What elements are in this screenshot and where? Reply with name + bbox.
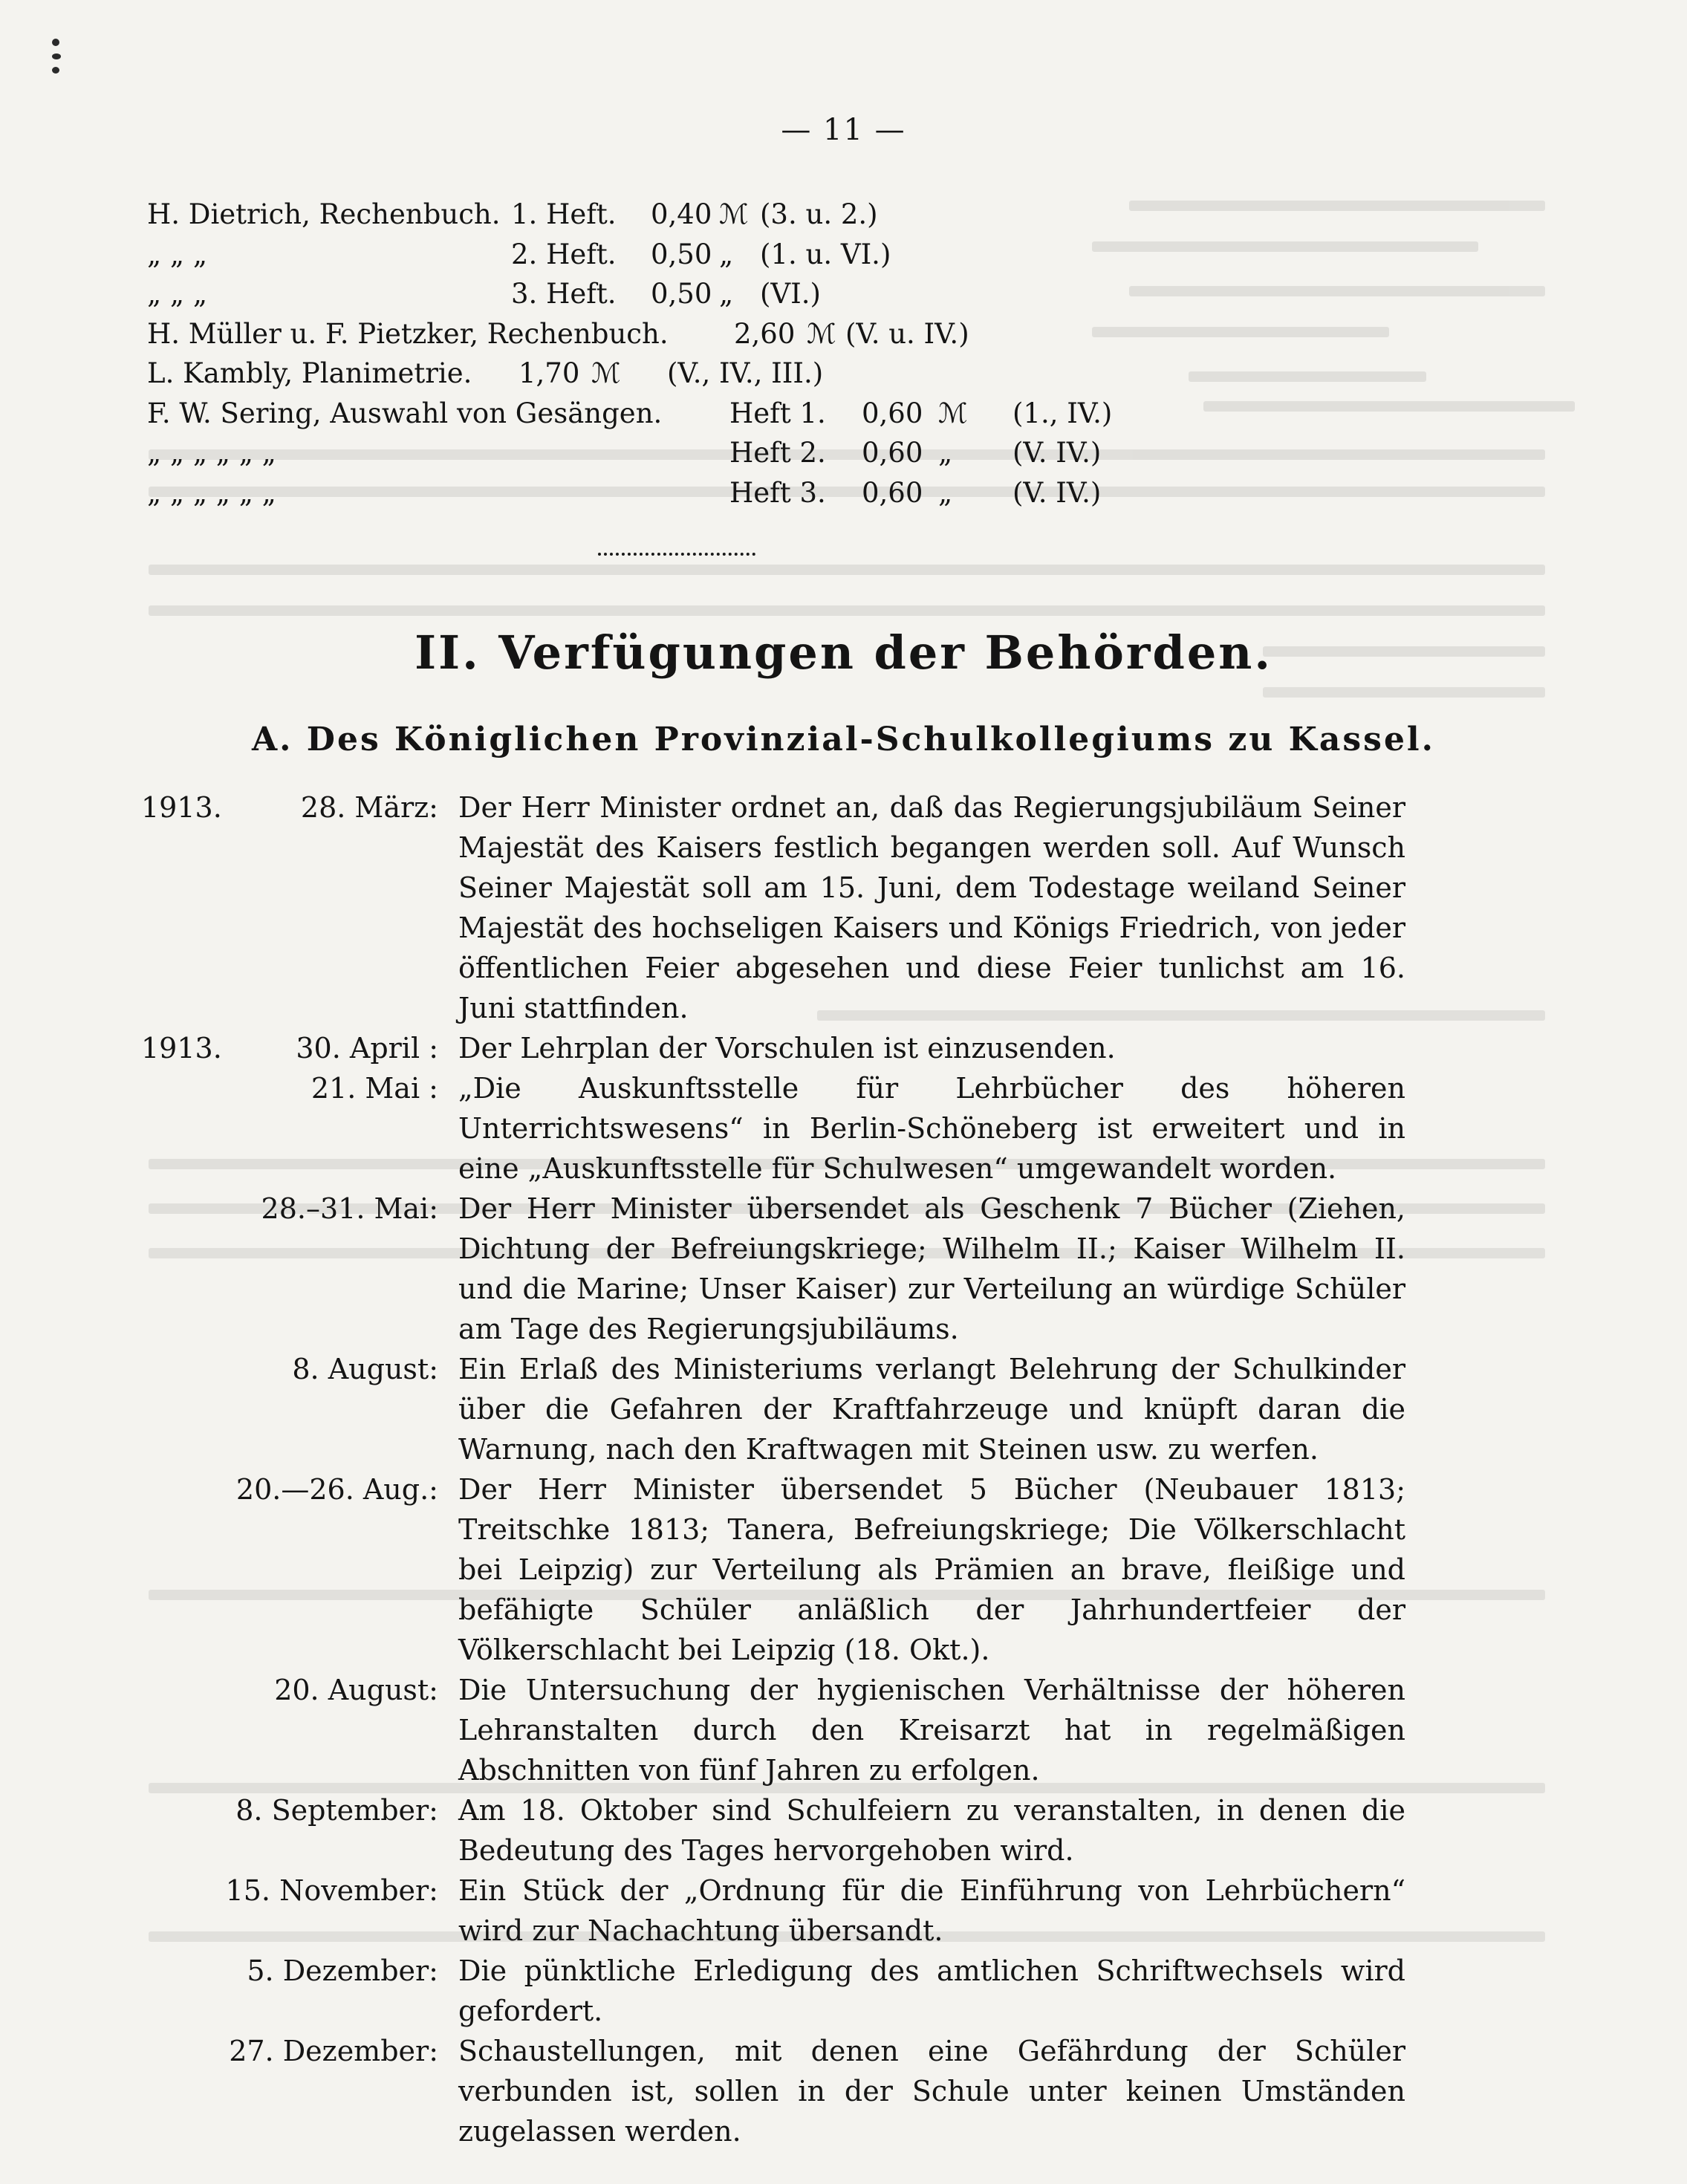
textbook-part: 2. Heft. bbox=[511, 238, 617, 270]
currency-mark: „ bbox=[938, 476, 953, 509]
textbook-price: 0,50 bbox=[651, 238, 712, 270]
decree-date bbox=[141, 1790, 438, 1830]
textbook-row bbox=[147, 314, 1425, 354]
decree-day: 20.—26. Aug.: bbox=[235, 1473, 438, 1506]
decree-text: Am 18. Oktober sind Schulfeiern zu veranstalten, in denen die Bedeutung des Tages hervorgehoben wird. bbox=[458, 1794, 1405, 1867]
decree-day: 20. August: bbox=[274, 1674, 438, 1706]
decree-text: Die pünktliche Erledigung des amtlichen Schriftwechsels wird gefordert. bbox=[458, 1954, 1405, 2027]
textbook-price: 0,60 bbox=[862, 397, 923, 429]
decree-text: Der Herr Minister übersendet als Geschenk 7 Bücher (Ziehen, Dichtung der Befreiungskriege; Wilhelm II.; Kaiser Wilhelm II. und die Marine; Unser Kaiser) zur Verteilung an würdige Schüler am Tage des Regierungsjubiläums. bbox=[458, 1192, 1405, 1345]
decree-entry bbox=[0, 1951, 1687, 2031]
textbook-part: 3. Heft. bbox=[511, 278, 617, 310]
currency-mark: ℳ bbox=[938, 397, 968, 429]
textbook-name: „ „ „ „ „ „ bbox=[147, 476, 276, 509]
textbook-name: „ „ „ bbox=[147, 238, 208, 270]
section-subheading: A. Des Königlichen Provinzial-Schulkollegiums zu Kassel. bbox=[252, 721, 1435, 758]
decree-day: 28. März: bbox=[300, 791, 438, 824]
textbook-row bbox=[147, 195, 1425, 235]
decree-day: 8. September: bbox=[235, 1794, 438, 1827]
dotted-separator bbox=[598, 553, 755, 556]
decree-entry bbox=[0, 1349, 1687, 1469]
currency-mark: ℳ bbox=[719, 198, 749, 230]
textbook-classes: (1., IV.) bbox=[1012, 397, 1113, 429]
scan-smudge bbox=[52, 39, 62, 86]
textbook-row bbox=[147, 354, 1425, 394]
textbook-row bbox=[147, 394, 1425, 434]
textbook-part: Heft 3. bbox=[729, 476, 826, 509]
decree-day: 30. April : bbox=[296, 1032, 438, 1065]
decree-day: 5. Dezember: bbox=[247, 1954, 438, 1987]
textbook-name: L. Kambly, Planimetrie. bbox=[147, 357, 472, 389]
decree-day: 28.–31. Mai: bbox=[261, 1192, 438, 1225]
textbook-classes: (V., IV., III.) bbox=[667, 357, 824, 389]
textbook-name: „ „ „ bbox=[147, 278, 208, 310]
textbook-name: F. W. Sering, Auswahl von Gesängen. bbox=[147, 397, 663, 429]
textbook-classes: (V. IV.) bbox=[1012, 437, 1102, 469]
textbook-classes: (V. IV.) bbox=[1012, 476, 1102, 509]
textbook-classes: (1. u. VI.) bbox=[760, 238, 891, 270]
decree-text: Der Herr Minister übersendet 5 Bücher (Neubauer 1813; Treitschke 1813; Tanera, Befreiungskriege; Die Völkerschlacht bei Leipzig) zur Verteilung als Prämien an brave, fleißige und befähigte Schüler anläßlich der Jahrhundertfeier der Völkerschlacht bei Leipzig (18. Okt.). bbox=[458, 1473, 1405, 1666]
decree-day: 21. Mai : bbox=[311, 1072, 438, 1105]
decree-entry bbox=[0, 1871, 1687, 1951]
decree-year: 1913. bbox=[141, 1032, 222, 1065]
decree-entry bbox=[0, 1068, 1687, 1189]
textbook-price: 0,60 bbox=[862, 476, 923, 509]
decree-date bbox=[141, 1349, 438, 1389]
decree-date bbox=[141, 1951, 438, 1991]
decree-date bbox=[141, 1871, 438, 1911]
currency-mark: „ bbox=[938, 437, 953, 469]
decree-date bbox=[141, 1670, 438, 1710]
decree-date bbox=[141, 787, 438, 828]
decree-entry bbox=[0, 1028, 1687, 1068]
page-number: — 11 — bbox=[781, 113, 906, 147]
textbook-name: H. Müller u. F. Pietzker, Rechenbuch. bbox=[147, 317, 669, 350]
textbook-price: 0,40 bbox=[651, 198, 712, 230]
textbook-price: 0,60 bbox=[862, 437, 923, 469]
currency-mark: „ bbox=[719, 238, 734, 270]
textbook-classes: (3. u. 2.) bbox=[760, 198, 878, 230]
textbook-classes: (VI.) bbox=[760, 278, 821, 310]
decree-date bbox=[141, 1469, 438, 1509]
decree-date bbox=[141, 1189, 438, 1229]
decree-text: Die Untersuchung der hygienischen Verhältnisse der höheren Lehranstalten durch den Kreisarzt hat in regelmäßigen Abschnitten von fünf Jahren zu erfolgen. bbox=[458, 1674, 1405, 1787]
decree-entry bbox=[0, 1790, 1687, 1871]
decree-text: „Die Auskunftsstelle für Lehrbücher des höheren Unterrichtswesens“ in Berlin-Schöneberg ist erweitert und in eine „Auskunftsstelle für Schulwesen“ umgewandelt worden. bbox=[458, 1072, 1405, 1185]
textbook-row bbox=[147, 235, 1425, 275]
textbook-price: 0,50 bbox=[651, 278, 712, 310]
textbook-part: 1. Heft. bbox=[511, 198, 617, 230]
textbook-price: 1,70 bbox=[519, 357, 580, 389]
currency-mark: ℳ bbox=[591, 357, 621, 389]
textbook-name: „ „ „ „ „ „ bbox=[147, 437, 276, 469]
textbook-classes: (V. u. IV.) bbox=[845, 317, 969, 350]
textbook-row bbox=[147, 473, 1425, 513]
decree-day: 8. August: bbox=[292, 1353, 438, 1385]
textbook-name: H. Dietrich, Rechenbuch. bbox=[147, 198, 501, 230]
textbook-part: Heft 2. bbox=[729, 437, 826, 469]
currency-mark: ℳ bbox=[807, 317, 836, 350]
decree-entry bbox=[0, 2031, 1687, 2151]
decree-year: 1913. bbox=[141, 791, 222, 824]
decree-date bbox=[141, 2031, 438, 2071]
decree-list bbox=[0, 787, 1687, 2151]
textbook-row bbox=[147, 433, 1425, 473]
textbook-price: 2,60 bbox=[734, 317, 796, 350]
currency-mark: „ bbox=[719, 278, 734, 310]
decree-text: Der Lehrplan der Vorschulen ist einzusenden. bbox=[458, 1032, 1116, 1065]
decree-entry bbox=[0, 787, 1687, 1028]
decree-day: 27. Dezember: bbox=[229, 2035, 438, 2067]
decree-entry bbox=[0, 1469, 1687, 1670]
decree-entry bbox=[0, 1189, 1687, 1349]
decree-date bbox=[141, 1028, 438, 1068]
textbook-row bbox=[147, 274, 1425, 314]
textbook-part: Heft 1. bbox=[729, 397, 826, 429]
decree-text: Der Herr Minister ordnet an, daß das Regierungsjubiläum Seiner Majestät des Kaisers festlich begangen werden soll. Auf Wunsch Seiner Majestät soll am 15. Juni, dem Todestage weiland Seiner Majestät des hochseligen Kaisers und Königs Friedrich, von jeder öffentlichen Feier abgesehen und diese Feier tunlichst am 16. Juni stattfinden. bbox=[458, 791, 1405, 1024]
decree-text: Ein Stück der „Ordnung für die Einführung von Lehrbüchern“ wird zur Nachachtung übersandt. bbox=[458, 1874, 1405, 1947]
decree-day: 15. November: bbox=[225, 1874, 438, 1907]
decree-text: Ein Erlaß des Ministeriums verlangt Belehrung der Schulkinder über die Gefahren der Kraftfahrzeuge und knüpft daran die Warnung, nach den Kraftwagen mit Steinen usw. zu werfen. bbox=[458, 1353, 1405, 1466]
decree-entry bbox=[0, 1670, 1687, 1790]
decree-date bbox=[141, 1068, 438, 1108]
decree-text: Schaustellungen, mit denen eine Gefährdung der Schüler verbunden ist, sollen in der Schule unter keinen Umständen zugelassen werden. bbox=[458, 2035, 1405, 2148]
textbook-list bbox=[147, 195, 1425, 513]
section-heading: II. Verfügungen der Behörden. bbox=[415, 625, 1272, 680]
